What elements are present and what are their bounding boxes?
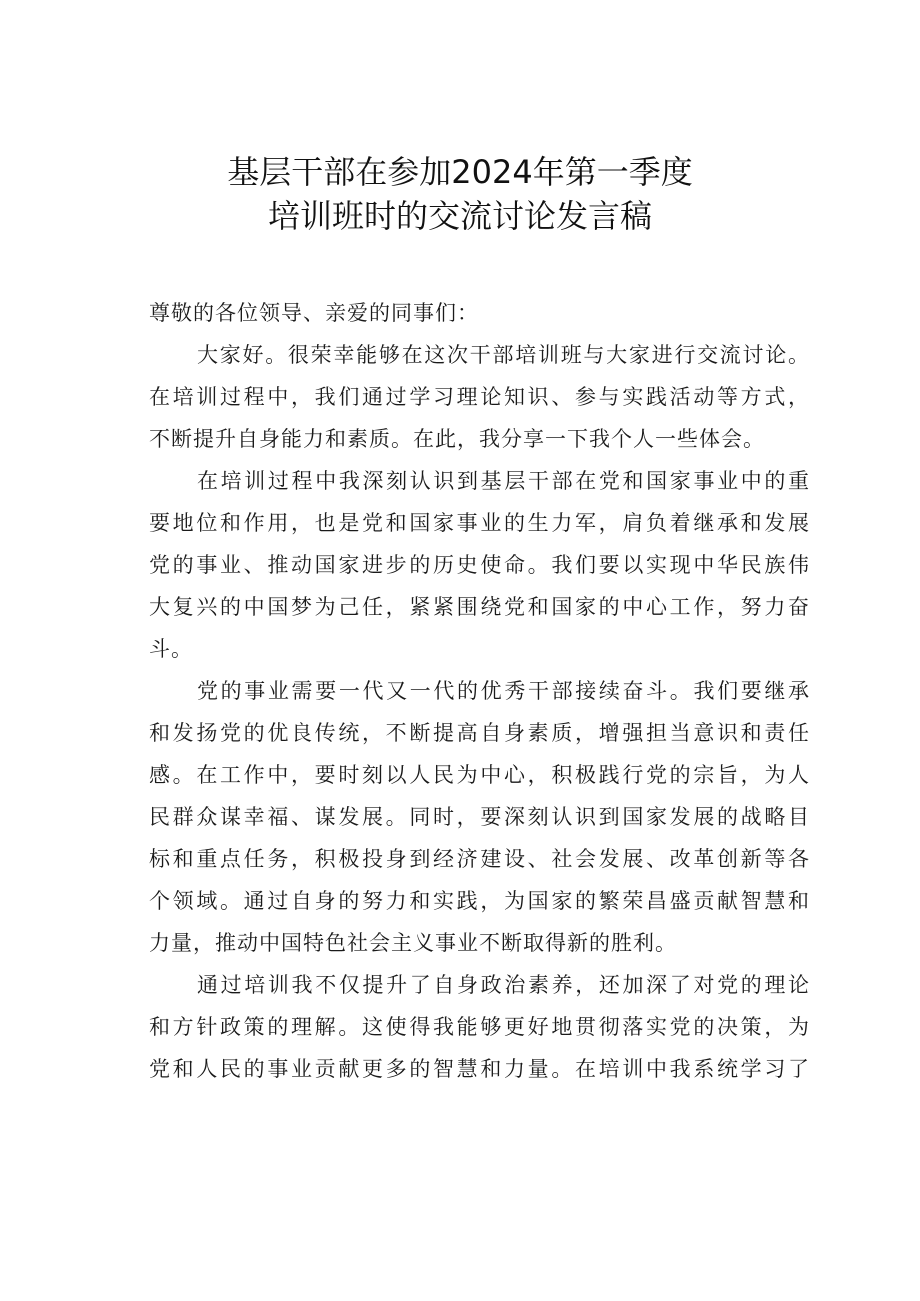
paragraph-line: 在培训过程中，我们通过学习理论知识、参与实践活动等方式， xyxy=(149,385,809,409)
paragraph-line: 大家好。很荣幸能够在这次干部培训班与大家进行交流讨论。 xyxy=(197,343,809,367)
paragraph-line: 通过培训我不仅提升了自身政治素养，还加深了对党的理论 xyxy=(197,973,809,997)
paragraph-line: 要地位和作用，也是党和国家事业的生力军，肩负着继承和发展 xyxy=(149,511,809,535)
paragraph-line: 标和重点任务，积极投身到经济建设、社会发展、改革创新等各 xyxy=(149,847,809,871)
paragraph-3 xyxy=(149,670,809,964)
paragraph-line: 感。在工作中，要时刻以人民为中心，积极践行党的宗旨，为人 xyxy=(149,763,809,787)
title-line-2: 培训班时的交流讨论发言稿 xyxy=(267,197,652,235)
paragraph-line: 党和人民的事业贡献更多的智慧和力量。在培训中我系统学习了 xyxy=(149,1057,809,1081)
paragraph-line: 民群众谋幸福、谋发展。同时，要深刻认识到国家发展的战略目 xyxy=(149,805,809,829)
paragraph-line: 斗。 xyxy=(149,637,193,661)
paragraph-line: 党的事业、推动国家进步的历史使命。我们要以实现中华民族伟 xyxy=(149,553,809,577)
paragraph-line: 和发扬党的优良传统，不断提高自身素质，增强担当意识和责任 xyxy=(149,721,809,745)
document-body xyxy=(149,292,809,1090)
paragraph-line: 力量，推动中国特色社会主义事业不断取得新的胜利。 xyxy=(149,931,677,955)
paragraph-line: 不断提升自身能力和素质。在此，我分享一下我个人一些体会。 xyxy=(149,427,765,451)
paragraph-line: 个领域。通过自身的努力和实践，为国家的繁荣昌盛贡献智慧和 xyxy=(149,889,809,913)
title-line-1: 基层干部在参加2024年第一季度 xyxy=(227,153,693,191)
paragraph-1 xyxy=(149,334,809,460)
paragraph-line: 大复兴的中国梦为己任，紧紧围绕党和国家的中心工作，努力奋 xyxy=(149,595,809,619)
document-title xyxy=(0,150,920,238)
paragraph-2 xyxy=(149,460,809,670)
salutation: 尊敬的各位领导、亲爱的同事们： xyxy=(149,301,479,325)
paragraph-4 xyxy=(149,964,809,1090)
paragraph-line: 在培训过程中我深刻认识到基层干部在党和国家事业中的重 xyxy=(197,469,809,493)
paragraph-line: 党的事业需要一代又一代的优秀干部接续奋斗。我们要继承 xyxy=(197,679,809,703)
paragraph-line: 和方针政策的理解。这使得我能够更好地贯彻落实党的决策，为 xyxy=(149,1015,809,1039)
